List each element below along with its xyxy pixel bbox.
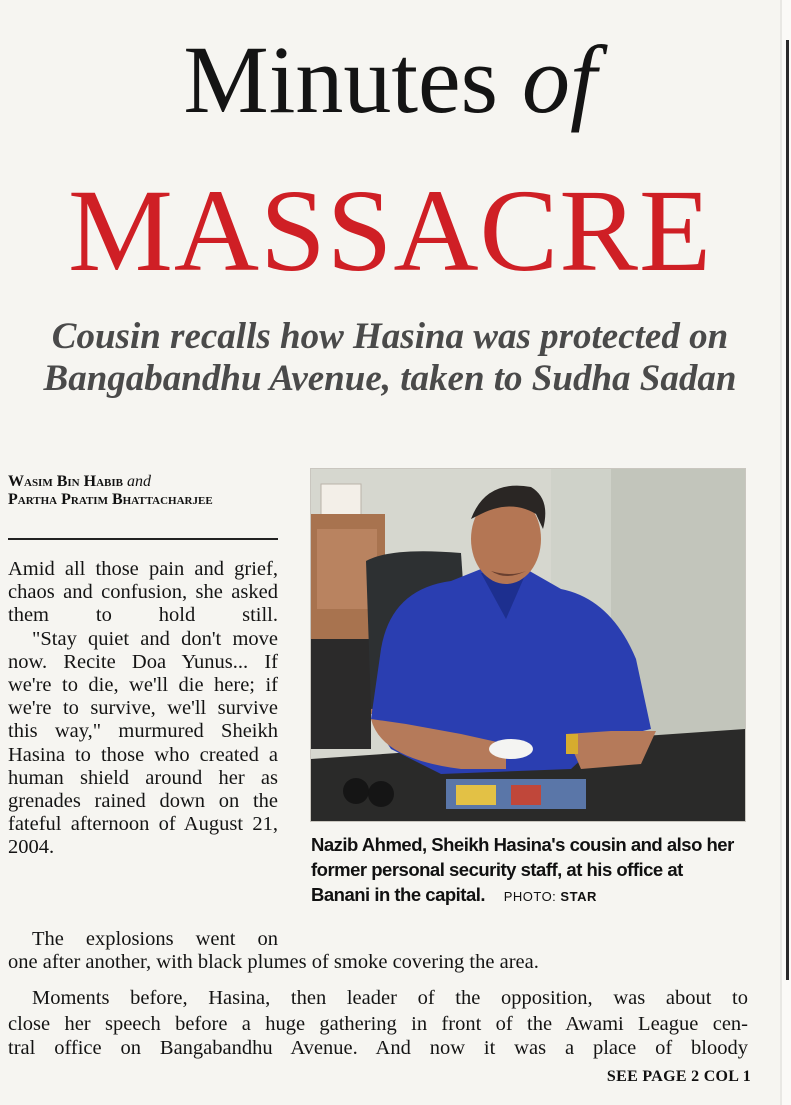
news-photo [310,468,746,822]
adjacent-column-edge [786,40,789,980]
jump-reference: SEE PAGE 2 COL 1 [606,1068,751,1085]
photo-credit: PHOTO: STAR [503,889,597,904]
paragraph-4-line-3: tral office on Bangabandhu Avenue. And now it was a place of bloody [8,1037,748,1059]
article-column [8,558,278,860]
headline-kicker-italic: of [522,26,597,133]
byline-rule [8,538,278,540]
paragraph-3-end: one after another, with black plumes of smoke covering the area. [8,951,539,973]
paragraph-4-line-2: close her speech before a huge gathering in front of the Awami League cen- [8,1013,748,1035]
headline-main: MASSACRE [67,165,713,296]
paragraph-1: Amid all those pain and grief, chaos and confusion, she asked them to hold still. [8,558,278,627]
paragraph-4-line-1: Moments before, Hasina, then leader of the opposition, was about to [32,987,748,1009]
byline-author-2: Partha Pratim Bhattacharjee [8,491,213,508]
byline-author-1: Wasim Bin Habib [8,473,123,490]
byline-joiner: and [126,473,151,490]
headline-deck: Cousin recalls how Hasina was protected on Bangabandhu Avenue, taken to Sudha Sadan [43,316,737,399]
paragraph-3-start: The explosions went on [32,928,278,950]
headline-kicker: Minutes of [183,26,597,133]
photo-caption [311,832,745,909]
paragraph-2: "Stay quiet and don't move now. Recite Doa Yunus... If we're to die, we'll die here; if we're to survive, we'll survive this way," murmured Sheikh Hasina to those who created a human shield around her as grenades rained down on the fateful afternoon of August 21, 2004. [8,627,278,859]
photo-caption-text: Nazib Ahmed, Sheikh Hasina's cousin and also her former personal security staff, at his office at Banani in the capital. [311,834,734,905]
byline [8,473,278,509]
photo-illustration [311,469,745,821]
